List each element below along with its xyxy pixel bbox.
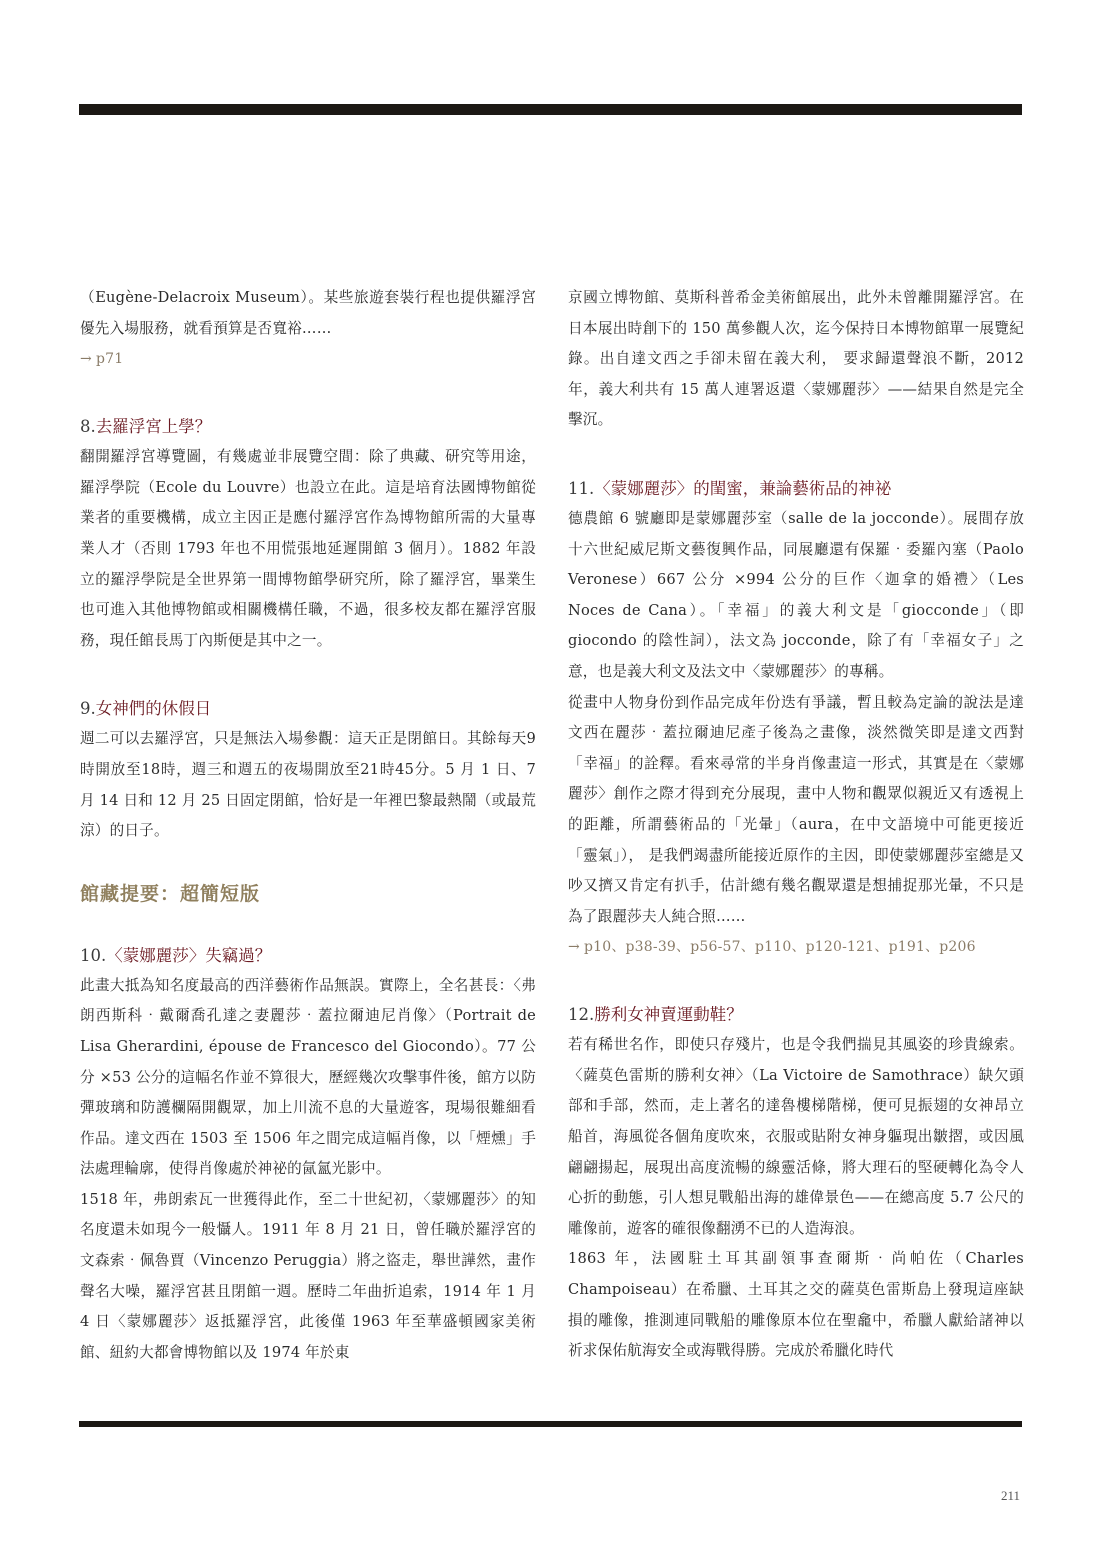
section-heading-12: 12.勝利女神賣運動鞋？ [568,1005,743,1025]
section-heading-9: 9.女神們的休假日 [80,699,212,719]
page-number: 211 [1000,1488,1020,1503]
section-12-paragraph: 若有稀世名作，即使只存殘片，也是令我們揣見其風姿的珍貴線索。〈薩莫色雷斯的勝利女神〉（La Victoire de Samothrace）缺欠頭部和手部，然而，走上著名的達魯樓梯階梯，便可見振翅的女神昂立船首，海風從各個角度吹來，衣服或貼附女神身軀現出皺摺，或因風翩翩揚起，展現出高度流暢的線靈活條，將大理石的堅硬轉化為令人心折的動態，引人想見戰船出海的雄偉景色——在總高度 5.7 公尺的雕像前，遊客的確很像翻湧不已的人造海浪。 [568,1036,1024,1237]
chapter-heading: 館藏提要：超簡短版 [80,882,261,905]
section-10-paragraph: 1518 年，弗朗索瓦一世獲得此作，至二十世紀初，〈蒙娜麗莎〉的知名度還未如現今一般懾人。1911 年 8 月 21 日，曾任職於羅浮宮的文森索‧佩魯賈（Vincenzo Peruggia）將之盜走，舉世譁然，畫作聲名大噪，羅浮宮甚且閉館一週。歷時二年曲折追索，1914 年 1 月 4 日〈蒙娜麗莎〉返抵羅浮宮，此後僅 1963 年至華盛頓國家美術館、紐約大都會博物館以及 1974 年於東 [80,1190,536,1361]
bottom-rule [79,1421,1022,1427]
section-8-paragraph: 翻開羅浮宮導覽圖，有幾處並非展覽空間：除了典藏、研究等用途，羅浮學院（Ecole du Louvre）也設立在此。這是培育法國博物館從業者的重要機構，成立主因正是應付羅浮宮作為博物館所需的大量專業人才（否則 1793 年也不用慌張地延遲開館 3 個月）。1882 年設立的羅浮學院是全世界第一間博物館學研究所，除了羅浮宮，畢業生也可進入其他博物館或相關機構任職，不過，很多校友都在羅浮宮服務，現任館長馬丁內斯便是其中之一。 [80,448,536,649]
section-heading-8: 8.去羅浮宮上學？ [80,417,212,437]
intro-paragraph: （Eugène-Delacroix Museum）。某些旅遊套裝行程也提供羅浮宮優先入場服務，就看預算是否寬裕…… [80,289,536,337]
right-column [568,283,1024,1367]
section-10-paragraph: 此畫大抵為知名度最高的西洋藝術作品無誤。實際上，全名甚長：〈弗朗西斯科‧戴爾喬孔達之妻麗莎‧蓋拉爾迪尼肖像〉（Portrait de Lisa Gherardini, épouse de Francesco del Giocondo）。77 公分 ×53 公分的這幅名作並不算很大，歷經幾次攻擊事件後，館方以防彈玻璃和防護欄隔開觀眾，加上川流不息的大量遊客，現場很難細看作品。達文西在 1503 至 1506 年之間完成這幅肖像，以「煙燻」手法處理輪廓，使得肖像處於神祕的氤氳光影中。 [80,976,536,1178]
top-rule [79,104,1022,115]
section-11-paragraph: 德農館 6 號廳即是蒙娜麗莎室（salle de la jocconde）。展間存放十六世紀威尼斯文藝復興作品，同展廳還有保羅‧委羅內塞（Paolo Veronese）667 公分 ×994 公分的巨作〈迦拿的婚禮〉（Les Noces de Cana）。「幸福」的義大利文是「gioccondе」（即 giocondo 的陰性詞），法文為 joccondе，除了有「幸福女子」之意，也是義大利文及法文中〈蒙娜麗莎〉的專稱。 [568,509,1024,680]
page-reference[interactable]: → p71 [80,351,124,368]
page-reference[interactable]: → p10、p38-39、p56-57、p110、p120-121、p191、p206 [568,939,976,956]
section-11-paragraph: 從畫中人物身份到作品完成年份迭有爭議，暫且較為定論的說法是達文西在麗莎‧蓋拉爾迪尼產子後為之畫像，淡然微笑即是達文西對「幸福」的詮釋。看來尋常的半身肖像畫這一形式，其實是在〈蒙娜麗莎〉創作之際才得到充分展現，畫中人物和觀眾似親近又有透視上的距離，所謂藝術品的「光暈」（aura，在中文語境中可能更接近「靈氣」）， 是我們竭盡所能接近原作的主因，即使蒙娜麗莎室總是又吵又擠又肯定有扒手，估計總有幾名觀眾還是想捕捉那光暈，不只是為了跟麗莎夫人純合照…… [568,693,1024,925]
arrow-right-icon: → [80,351,92,368]
arrow-right-icon: → [568,939,580,956]
left-column [80,283,536,1368]
section-heading-11: 11.〈蒙娜麗莎〉的閨蜜，兼論藝術品的神祕 [568,478,892,498]
section-heading-10: 10.〈蒙娜麗莎〉失竊過？ [80,945,272,965]
section-9-paragraph: 週二可以去羅浮宮，只是無法入場參觀：這天正是閉館日。其餘每天9時開放至18時，週三和週五的夜場開放至21時45分。5 月 1 日、7 月 14 日和 12 月 25 日固定閉館，恰好是一年裡巴黎最熱鬧（或最荒涼）的日子。 [80,730,536,840]
continued-paragraph: 京國立博物館、莫斯科普希金美術館展出，此外未曾離開羅浮宮。在日本展出時創下的 150 萬參觀人次，迄今保持日本博物館單一展覽紀錄。出自達文西之手卻未留在義大利， 要求歸還聲浪不斷，2012 年，義大利共有 15 萬人連署返還〈蒙娜麗莎〉——結果自然是完全擊沉。 [568,289,1024,429]
section-12-paragraph: 1863 年，法國駐土耳其副領事查爾斯‧尚帕佐（Charles Champoiseau）在希臘、土耳其之交的薩莫色雷斯島上發現這座缺損的雕像，推測連同戰船的雕像原本位在聖龕中，希臘人獻給諸神以祈求保佑航海安全或海戰得勝。完成於希臘化時代 [568,1250,1024,1360]
